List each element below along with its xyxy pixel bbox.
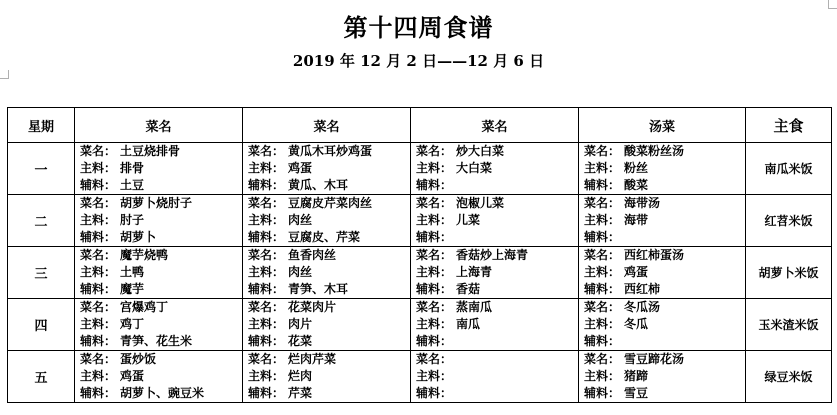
weekday-cell: 三: [8, 247, 75, 299]
dish-1-cell: [75, 143, 243, 195]
side-ingredient-line: [584, 281, 745, 298]
side-ingredient-value: 青笋、花生米: [120, 334, 193, 348]
page-corner-mark: [0, 70, 9, 79]
staple-cell: 红苕米饭: [746, 195, 832, 247]
dish-1-cell: [75, 247, 243, 299]
main-ingredient-label: 主料：: [80, 265, 117, 279]
dish-name-line: [584, 195, 745, 212]
main-ingredient-label: 主料：: [416, 265, 453, 279]
main-ingredient-label: 主料：: [80, 213, 117, 227]
side-ingredient-label: 辅料：: [80, 386, 117, 400]
dish-name-value: 黄瓜木耳炒鸡蛋: [288, 144, 373, 158]
main-ingredient-line: [416, 316, 578, 333]
side-ingredient-line: [416, 281, 578, 298]
side-ingredient-label: 辅料：: [80, 334, 117, 348]
side-ingredient-label: 辅料：: [584, 178, 621, 192]
main-ingredient-label: 主料：: [248, 213, 285, 227]
dish-name-line: [416, 247, 578, 264]
main-ingredient-label: 主料：: [416, 317, 453, 331]
side-ingredient-line: [584, 333, 745, 350]
dish-3-cell: [411, 143, 579, 195]
soup-cell: [579, 143, 746, 195]
main-ingredient-value: 肘子: [120, 213, 145, 227]
soup-cell: [579, 299, 746, 351]
dish-name-line: [584, 247, 745, 264]
side-ingredient-label: 辅料：: [416, 230, 453, 244]
dish-name-label: 菜名：: [416, 196, 453, 210]
dish-name-value: 胡萝卜烧肘子: [120, 196, 193, 210]
staple-cell: 南瓜米饭: [746, 143, 832, 195]
weekday-cell: 五: [8, 351, 75, 403]
main-ingredient-line: [416, 160, 578, 177]
main-ingredient-label: 主料：: [248, 369, 285, 383]
table-row: [8, 143, 832, 195]
dish-name-line: [584, 143, 745, 160]
side-ingredient-label: 辅料：: [416, 334, 453, 348]
dish-name-value: 土豆烧排骨: [120, 144, 181, 158]
dish-name-label: 菜名：: [248, 248, 285, 262]
dish-1-cell: [75, 195, 243, 247]
side-ingredient-label: 辅料：: [248, 386, 285, 400]
dish-name-line: [248, 247, 410, 264]
dish-name-value: 鱼香肉丝: [288, 248, 337, 262]
side-ingredient-line: [416, 177, 578, 194]
header-dish-3: 菜名: [411, 108, 579, 143]
main-ingredient-label: 主料：: [416, 161, 453, 175]
main-ingredient-line: [416, 212, 578, 229]
main-ingredient-line: [248, 316, 410, 333]
dish-name-label: 菜名：: [248, 352, 285, 366]
weekday-cell: 四: [8, 299, 75, 351]
page-title: 第十四周食谱: [343, 13, 494, 42]
weekly-menu-table: [7, 107, 832, 403]
main-ingredient-value: 肉片: [288, 317, 313, 331]
dish-name-value: 香菇炒上海青: [456, 248, 529, 262]
side-ingredient-value: 魔芋: [120, 282, 145, 296]
main-ingredient-value: 大白菜: [456, 161, 493, 175]
side-ingredient-label: 辅料：: [584, 334, 621, 348]
side-ingredient-line: [416, 333, 578, 350]
soup-cell: [579, 195, 746, 247]
main-ingredient-line: [584, 316, 745, 333]
side-ingredient-value: 胡萝卜、豌豆米: [120, 386, 205, 400]
dish-name-label: 菜名：: [416, 300, 453, 314]
dish-name-label: 菜名：: [584, 144, 621, 158]
main-ingredient-value: 肉丝: [288, 213, 313, 227]
dish-1-cell: [75, 351, 243, 403]
dish-name-value: 雪豆蹄花汤: [624, 352, 685, 366]
main-ingredient-value: 儿菜: [456, 213, 481, 227]
header-weekday: 星期: [8, 108, 75, 143]
side-ingredient-label: 辅料：: [416, 178, 453, 192]
main-ingredient-value: 鸡蛋: [120, 369, 145, 383]
main-ingredient-value: 烂肉: [288, 369, 313, 383]
dish-3-cell: [411, 247, 579, 299]
soup-cell: [579, 351, 746, 403]
dish-name-value: 宫爆鸡丁: [120, 300, 169, 314]
side-ingredient-line: [80, 281, 242, 298]
main-ingredient-line: [584, 160, 745, 177]
dish-name-line: [416, 195, 578, 212]
staple-cell: 绿豆米饭: [746, 351, 832, 403]
dish-name-value: 魔芋烧鸭: [120, 248, 169, 262]
side-ingredient-line: [584, 385, 745, 402]
table-header-row: [8, 108, 832, 143]
main-ingredient-line: [80, 264, 242, 281]
header-dish-2: 菜名: [243, 108, 411, 143]
dish-2-cell: [243, 299, 411, 351]
side-ingredient-label: 辅料：: [416, 282, 453, 296]
dish-name-line: [80, 351, 242, 368]
dish-name-label: 菜名：: [416, 144, 453, 158]
dish-name-line: [248, 195, 410, 212]
side-ingredient-line: [80, 229, 242, 246]
main-ingredient-label: 主料：: [584, 161, 621, 175]
side-ingredient-line: [80, 333, 242, 350]
side-ingredient-line: [248, 177, 410, 194]
main-ingredient-label: 主料：: [248, 161, 285, 175]
side-ingredient-line: [248, 281, 410, 298]
main-ingredient-line: [80, 368, 242, 385]
dish-name-label: 菜名：: [584, 300, 621, 314]
main-ingredient-label: 主料：: [248, 317, 285, 331]
main-ingredient-value: 鸡蛋: [624, 265, 649, 279]
side-ingredient-label: 辅料：: [248, 230, 285, 244]
side-ingredient-value: 胡萝卜: [120, 230, 157, 244]
weekday-cell: 一: [8, 143, 75, 195]
dish-3-cell: [411, 299, 579, 351]
dish-3-cell: [411, 351, 579, 403]
side-ingredient-label: 辅料：: [584, 386, 621, 400]
main-ingredient-label: 主料：: [416, 213, 453, 227]
main-ingredient-line: [248, 368, 410, 385]
table-row: [8, 351, 832, 403]
dish-name-label: 菜名：: [584, 248, 621, 262]
main-ingredient-label: 主料：: [248, 265, 285, 279]
side-ingredient-label: 辅料：: [584, 282, 621, 296]
dish-1-cell: [75, 299, 243, 351]
side-ingredient-value: 芹菜: [288, 386, 313, 400]
dish-name-label: 菜名：: [80, 352, 117, 366]
main-ingredient-line: [416, 368, 578, 385]
dish-name-line: [416, 299, 578, 316]
side-ingredient-label: 辅料：: [80, 178, 117, 192]
main-ingredient-label: 主料：: [80, 317, 117, 331]
staple-cell: 玉米渣米饭: [746, 299, 832, 351]
staple-cell: 胡萝卜米饭: [746, 247, 832, 299]
side-ingredient-value: 西红柿: [624, 282, 661, 296]
main-ingredient-value: 上海青: [456, 265, 493, 279]
dish-name-label: 菜名：: [248, 300, 285, 314]
dish-name-value: 酸菜粉丝汤: [624, 144, 685, 158]
table-row: [8, 247, 832, 299]
side-ingredient-label: 辅料：: [80, 230, 117, 244]
dish-name-line: [248, 299, 410, 316]
side-ingredient-label: 辅料：: [584, 230, 621, 244]
dish-name-line: [416, 143, 578, 160]
side-ingredient-line: [248, 333, 410, 350]
dish-2-cell: [243, 247, 411, 299]
main-ingredient-line: [248, 264, 410, 281]
side-ingredient-line: [80, 177, 242, 194]
main-ingredient-value: 鸡丁: [120, 317, 145, 331]
main-ingredient-value: 排骨: [120, 161, 145, 175]
dish-3-cell: [411, 195, 579, 247]
dish-name-line: [80, 299, 242, 316]
side-ingredient-line: [248, 385, 410, 402]
side-ingredient-label: 辅料：: [416, 386, 453, 400]
side-ingredient-label: 辅料：: [248, 282, 285, 296]
side-ingredient-value: 豆腐皮、芹菜: [288, 230, 361, 244]
dish-name-label: 菜名：: [248, 144, 285, 158]
side-ingredient-line: [584, 229, 745, 246]
header-staple: 主食: [746, 108, 832, 143]
main-ingredient-label: 主料：: [584, 317, 621, 331]
dish-name-line: [80, 247, 242, 264]
main-ingredient-label: 主料：: [80, 161, 117, 175]
dish-name-value: 海带汤: [624, 196, 661, 210]
dish-name-line: [584, 299, 745, 316]
dish-name-value: 烂肉芹菜: [288, 352, 337, 366]
side-ingredient-line: [416, 229, 578, 246]
dish-name-value: 炒大白菜: [456, 144, 505, 158]
side-ingredient-label: 辅料：: [80, 282, 117, 296]
header-soup: 汤菜: [579, 108, 746, 143]
dish-2-cell: [243, 351, 411, 403]
side-ingredient-line: [80, 385, 242, 402]
side-ingredient-line: [248, 229, 410, 246]
side-ingredient-line: [416, 385, 578, 402]
dish-name-label: 菜名：: [80, 300, 117, 314]
side-ingredient-value: 花菜: [288, 334, 313, 348]
main-ingredient-value: 肉丝: [288, 265, 313, 279]
header-dish-1: 菜名: [75, 108, 243, 143]
main-ingredient-line: [248, 160, 410, 177]
side-ingredient-line: [584, 177, 745, 194]
side-ingredient-value: 酸菜: [624, 178, 649, 192]
dish-name-label: 菜名：: [80, 144, 117, 158]
side-ingredient-label: 辅料：: [248, 178, 285, 192]
main-ingredient-line: [80, 212, 242, 229]
dish-name-value: 豆腐皮芹菜肉丝: [288, 196, 373, 210]
main-ingredient-value: 猪蹄: [624, 369, 649, 383]
main-ingredient-value: 南瓜: [456, 317, 481, 331]
main-ingredient-line: [416, 264, 578, 281]
side-ingredient-value: 黄瓜、木耳: [288, 178, 349, 192]
main-ingredient-value: 粉丝: [624, 161, 649, 175]
main-ingredient-label: 主料：: [584, 369, 621, 383]
main-ingredient-label: 主料：: [80, 369, 117, 383]
dish-name-label: 菜名：: [248, 196, 285, 210]
dish-name-line: [584, 351, 745, 368]
dish-name-label: 菜名：: [584, 196, 621, 210]
main-ingredient-value: 海带: [624, 213, 649, 227]
dish-name-label: 菜名：: [584, 352, 621, 366]
dish-name-label: 菜名：: [416, 248, 453, 262]
main-ingredient-label: 主料：: [584, 265, 621, 279]
side-ingredient-label: 辅料：: [248, 334, 285, 348]
dish-name-value: 西红柿蛋汤: [624, 248, 685, 262]
dish-name-label: 菜名：: [80, 196, 117, 210]
main-ingredient-line: [80, 316, 242, 333]
main-ingredient-value: 冬瓜: [624, 317, 649, 331]
table-row: [8, 195, 832, 247]
side-ingredient-value: 土豆: [120, 178, 145, 192]
dish-name-line: [80, 143, 242, 160]
dish-name-line: [416, 351, 578, 368]
date-range: 2019 年 12 月 2 日——12 月 6 日: [292, 52, 545, 70]
dish-2-cell: [243, 143, 411, 195]
side-ingredient-value: 香菇: [456, 282, 481, 296]
main-ingredient-value: 土鸭: [120, 265, 145, 279]
main-ingredient-line: [584, 264, 745, 281]
main-ingredient-value: 鸡蛋: [288, 161, 313, 175]
dish-name-line: [80, 195, 242, 212]
dish-name-value: 花菜肉片: [288, 300, 337, 314]
weekday-cell: 二: [8, 195, 75, 247]
main-ingredient-line: [584, 212, 745, 229]
main-ingredient-label: 主料：: [416, 369, 453, 383]
main-ingredient-line: [80, 160, 242, 177]
dish-2-cell: [243, 195, 411, 247]
dish-name-value: 冬瓜汤: [624, 300, 661, 314]
side-ingredient-value: 雪豆: [624, 386, 649, 400]
main-ingredient-line: [584, 368, 745, 385]
dish-name-value: 泡椒儿菜: [456, 196, 505, 210]
table-body: [8, 143, 832, 403]
soup-cell: [579, 247, 746, 299]
dish-name-label: 菜名：: [416, 352, 453, 366]
dish-name-line: [248, 351, 410, 368]
main-ingredient-label: 主料：: [584, 213, 621, 227]
dish-name-value: 蛋炒饭: [120, 352, 157, 366]
side-ingredient-value: 青笋、木耳: [288, 282, 349, 296]
dish-name-label: 菜名：: [80, 248, 117, 262]
main-ingredient-line: [248, 212, 410, 229]
dish-name-value: 蒸南瓜: [456, 300, 493, 314]
dish-name-line: [248, 143, 410, 160]
table-row: [8, 299, 832, 351]
